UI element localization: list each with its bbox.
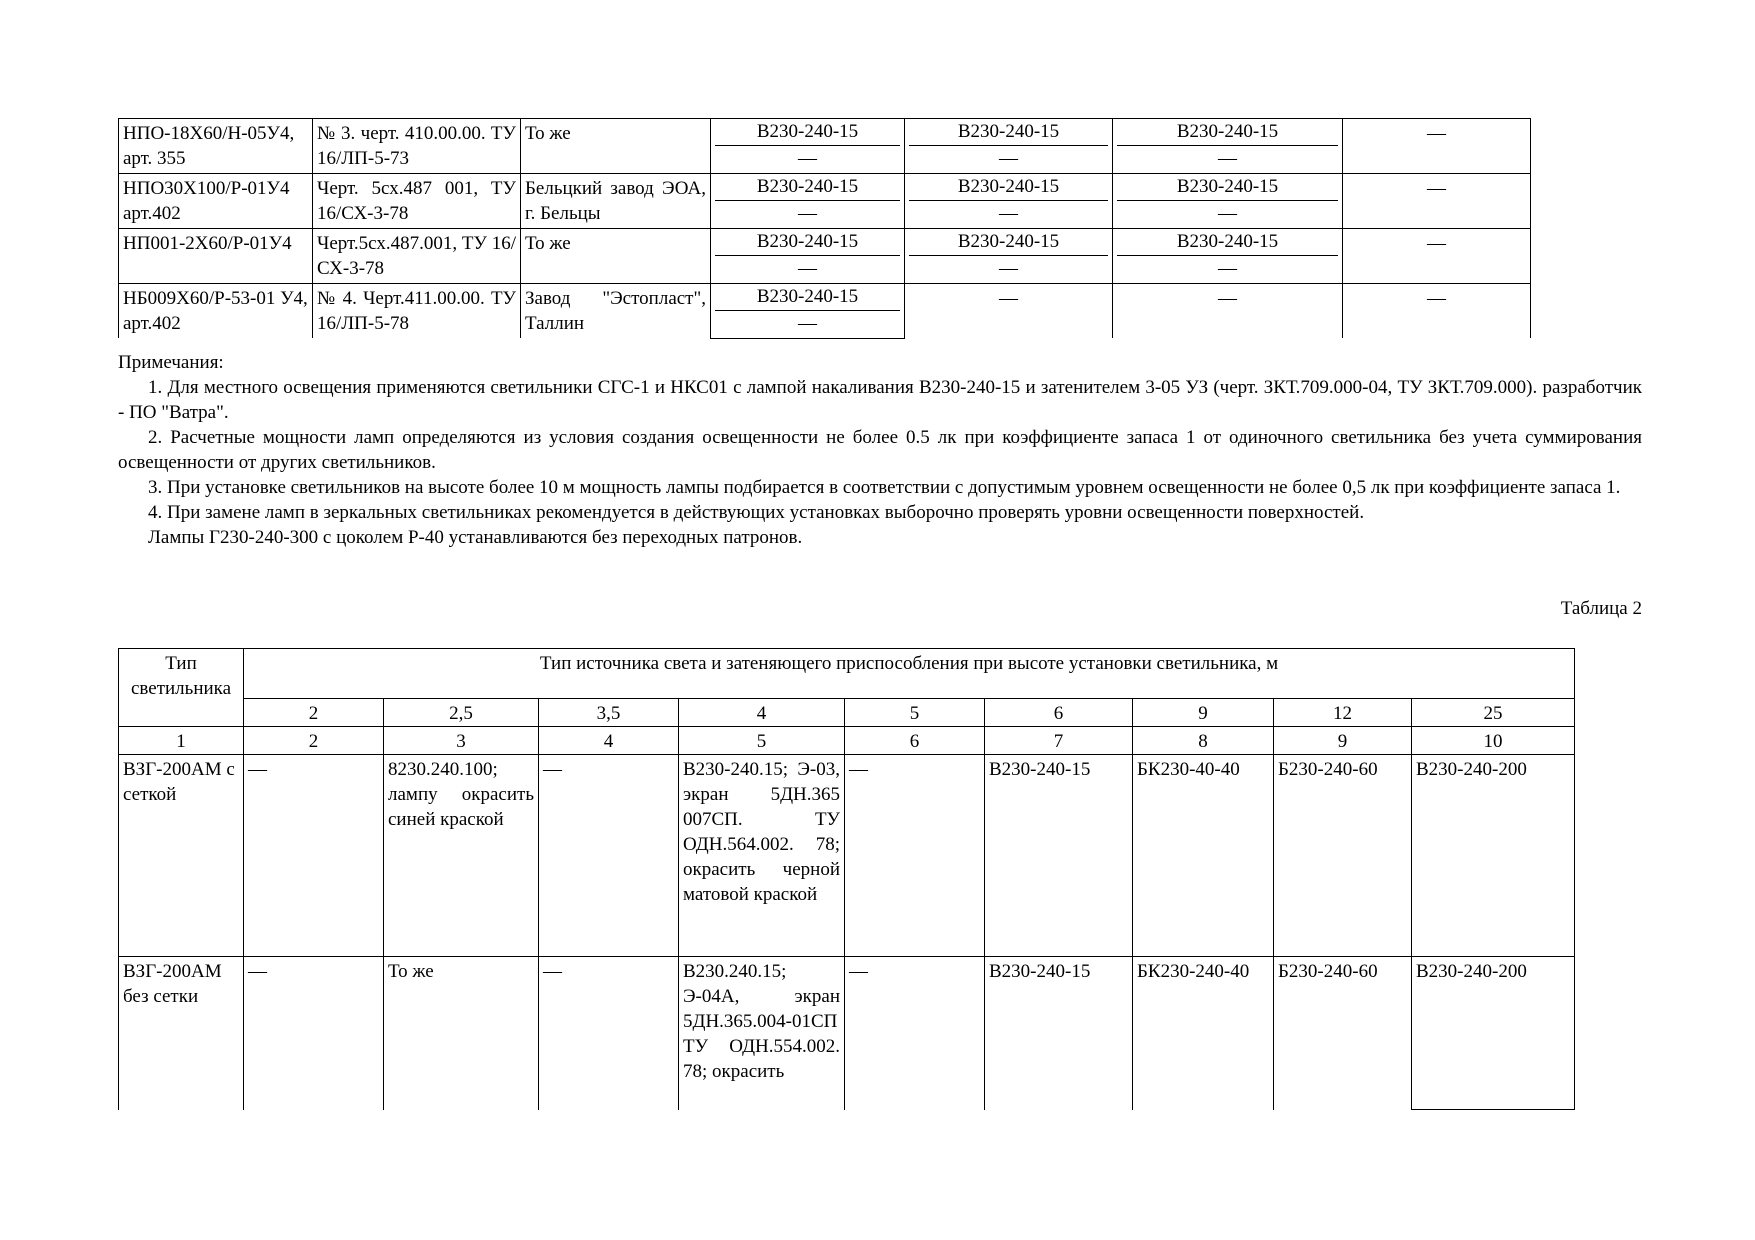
header-span: Тип источника света и затеняющего приспособления при высоте установки светильника, м (244, 649, 1575, 699)
lamp-cell: В230-240-15 — (905, 119, 1113, 174)
height-cell: 25 (1412, 699, 1575, 727)
empty-cell: — (905, 284, 1113, 339)
luminaire-type: НПО-18Х60/Н-05У4, арт. 355 (119, 119, 313, 174)
table-row (119, 229, 1531, 284)
column-number-row (119, 727, 1575, 755)
header-row (119, 649, 1575, 699)
table-cell: В230-240-200 (1412, 755, 1575, 957)
table-cell: В230-240-15 (985, 957, 1133, 1110)
manufacturer: Завод "Эстопласт", Таллин (521, 284, 711, 339)
note-item: 2. Расчетные мощности ламп определяются из условия создания освещенности не более 0.5 лк при коэффициенте запаса 1 от одиночного светильника без учета суммирования освещенности от других светильников. (118, 427, 1642, 473)
empty-cell: — (1343, 284, 1531, 339)
height-cell: 3,5 (539, 699, 679, 727)
table-cell: ВЗГ-200АМ с сеткой (119, 755, 244, 957)
table-cell: Б230-240-60 (1274, 957, 1412, 1110)
height-cell: 4 (679, 699, 845, 727)
light-source-table (118, 648, 1575, 1110)
col-number: 9 (1274, 727, 1412, 755)
empty-cell: — (1343, 174, 1531, 229)
manufacturer: Бельцкий завод ЭОА, г. Бельцы (521, 174, 711, 229)
luminaire-type: НБ009Х60/Р-53-01 У4, арт.402 (119, 284, 313, 339)
height-cell: 2 (244, 699, 384, 727)
empty-cell: — (1343, 229, 1531, 284)
table-cell: — (244, 957, 384, 1110)
table-cell: — (244, 755, 384, 957)
notes-section (118, 350, 1642, 550)
height-cell: 5 (845, 699, 985, 727)
table-row (119, 119, 1531, 174)
empty-cell: — (1343, 119, 1531, 174)
table-cell: ВЗГ-200АМ без сетки (119, 957, 244, 1110)
col-number: 3 (384, 727, 539, 755)
lamp-cell: В230-240-15 — (711, 284, 905, 339)
col-number: 10 (1412, 727, 1575, 755)
lamp-cell: В230-240-15 — (711, 174, 905, 229)
col-number: 2 (244, 727, 384, 755)
drawing-ref: № 4. Черт.411.00.00. ТУ 16/ЛП-5-78 (313, 284, 521, 339)
height-row (119, 699, 1575, 727)
table-cell: БК230-40-40 (1133, 755, 1274, 957)
table-cell: — (539, 957, 679, 1110)
luminaire-type: НП001-2Х60/Р-01У4 (119, 229, 313, 284)
drawing-ref: Черт.5сх.487.001, ТУ 16/СХ-3-78 (313, 229, 521, 284)
manufacturer: То же (521, 119, 711, 174)
lamp-cell: В230-240-15 — (1113, 119, 1343, 174)
col-number: 4 (539, 727, 679, 755)
note-item: 4. При замене ламп в зеркальных светильниках рекомендуется в действующих установках выборочно проверять уровни освещенности поверхностей. (148, 502, 1365, 523)
table-row (119, 957, 1575, 1110)
table-cell: То же (384, 957, 539, 1110)
table-cell: В230-240.15; Э-03, экран 5ДН.365 007СП. ТУ ОДН.564.002. 78; окрасить черной матовой краской (679, 755, 845, 957)
col-number: 8 (1133, 727, 1274, 755)
lamp-cell: В230-240-15 — (905, 229, 1113, 284)
col-number: 1 (119, 727, 244, 755)
lamp-cell: В230-240-15 — (905, 174, 1113, 229)
empty-cell: — (1113, 284, 1343, 339)
drawing-ref: Черт. 5сх.487 001, ТУ 16/СХ-3-78 (313, 174, 521, 229)
col-number: 7 (985, 727, 1133, 755)
table-row (119, 284, 1531, 339)
luminaire-type: НПО30Х100/Р-01У4 арт.402 (119, 174, 313, 229)
lamp-cell: В230-240-15 — (711, 229, 905, 284)
height-cell: 6 (985, 699, 1133, 727)
manufacturer: То же (521, 229, 711, 284)
header-type: Тип светильника (119, 649, 244, 727)
table-row (119, 755, 1575, 957)
table-cell: В230-240-200 (1412, 957, 1575, 1110)
note-item: 3. При установке светильников на высоте более 10 м мощность лампы подбирается в соответствии с допустимым уровнем освещенности не более 0,5 лк при коэффициенте запаса 1. (148, 477, 1621, 498)
drawing-ref: № 3. черт. 410.00.00. ТУ 16/ЛП-5-73 (313, 119, 521, 174)
table-cell: БК230-240-40 (1133, 957, 1274, 1110)
luminaire-table-continued (118, 118, 1531, 339)
table-cell: Б230-240-60 (1274, 755, 1412, 957)
table-cell: В230-240-15 (985, 755, 1133, 957)
table-cell: — (539, 755, 679, 957)
note-item: Лампы Г230-240-300 с цоколем Р-40 устанавливаются без переходных патронов. (148, 527, 803, 548)
height-cell: 12 (1274, 699, 1412, 727)
lamp-cell: В230-240-15 — (711, 119, 905, 174)
height-cell: 2,5 (384, 699, 539, 727)
note-item: 1. Для местного освещения применяются светильники СГС-1 и НКС01 с лампой накаливания В230-240-15 и затенителем 3-05 УЗ (черт. ЗКТ.709.000-04, ТУ ЗКТ.709.000). разработчик - ПО "Ватра". (118, 377, 1642, 423)
height-cell: 9 (1133, 699, 1274, 727)
lamp-cell: В230-240-15 — (1113, 229, 1343, 284)
notes-heading: Примечания: (118, 352, 224, 373)
table-cell: — (845, 755, 985, 957)
col-number: 5 (679, 727, 845, 755)
table-cell: В230.240.15; Э-04А, экран 5ДН.365.004-01СП ТУ ОДН.554.002. 78; окрасить (679, 957, 845, 1110)
col-number: 6 (845, 727, 985, 755)
table-cell: — (845, 957, 985, 1110)
table-caption: Таблица 2 (1560, 598, 1642, 619)
table-cell: 8230.240.100; лампу окрасить синей краской (384, 755, 539, 957)
table-row (119, 174, 1531, 229)
lamp-cell: В230-240-15 — (1113, 174, 1343, 229)
